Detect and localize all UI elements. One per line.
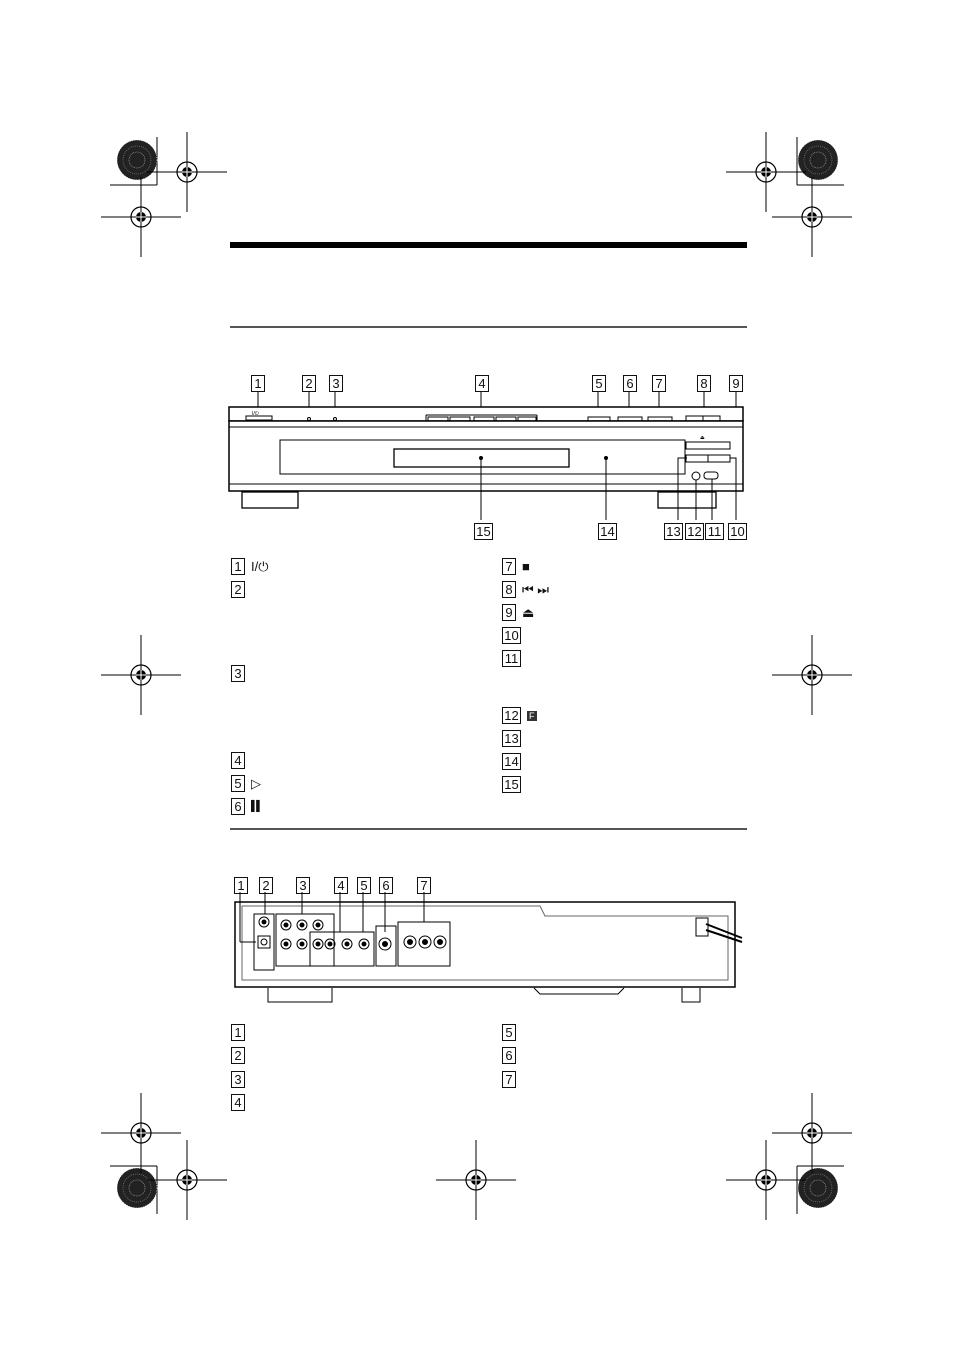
- prev-next-icon: ⏮ ⏭: [522, 581, 550, 597]
- front-callout-2: 2: [302, 375, 316, 393]
- front-legend-8: 8 ⏮ ⏭: [502, 581, 549, 598]
- front-legend-14: 14: [502, 753, 521, 770]
- rear-legend-2: 2: [231, 1047, 245, 1064]
- front-callout-4: 4: [475, 375, 489, 393]
- front-callout-14: 14: [598, 523, 617, 541]
- rear-legend-4: 4: [231, 1094, 245, 1111]
- f-badge-icon: F: [529, 710, 535, 721]
- pause-icon: ▌▌: [251, 801, 262, 812]
- front-callout-1: 1: [251, 375, 265, 393]
- rear-callout-4: 4: [334, 877, 348, 895]
- rear-legend-6: 6: [502, 1047, 516, 1064]
- front-callout-3: 3: [329, 375, 343, 393]
- rear-callout-2: 2: [259, 877, 273, 895]
- front-legend-4: 4: [231, 752, 245, 769]
- front-legend-9: 9 ⏏: [502, 604, 534, 621]
- front-panel-diagram: [228, 392, 748, 527]
- eject-icon: ⏏: [522, 604, 535, 620]
- front-callout-12: 12: [685, 523, 704, 541]
- front-legend-15: 15: [502, 776, 521, 793]
- rear-callout-5: 5: [357, 877, 371, 895]
- rear-legend-1: 1: [231, 1024, 245, 1041]
- front-legend-10: 10: [502, 627, 521, 644]
- front-callout-15: 15: [474, 523, 493, 541]
- rear-callout-1: 1: [234, 877, 248, 895]
- front-legend-1: 1 I/⏻: [231, 558, 269, 575]
- header-rule: [230, 242, 747, 248]
- front-callout-13: 13: [664, 523, 683, 541]
- front-legend-11: 11: [502, 650, 521, 667]
- front-legend-13: 13: [502, 730, 521, 747]
- rear-legend-5: 5: [502, 1024, 516, 1041]
- front-callout-5: 5: [592, 375, 606, 393]
- front-legend-6: 6 ▌▌: [231, 798, 261, 815]
- svg-text:⏏: ⏏: [700, 435, 705, 441]
- rear-panel-diagram: [230, 892, 750, 1017]
- front-callout-7: 7: [652, 375, 666, 393]
- front-callout-9: 9: [729, 375, 743, 393]
- rear-legend-7: 7: [502, 1071, 516, 1088]
- play-icon: ▷: [251, 775, 261, 791]
- power-icon: I/⏻: [251, 558, 269, 574]
- front-legend-3: 3: [231, 665, 245, 682]
- front-legend-7: 7 ■: [502, 558, 530, 575]
- rear-callout-7: 7: [417, 877, 431, 895]
- svg-text:I/⏻: I/⏻: [252, 411, 259, 417]
- rear-legend-3: 3: [231, 1071, 245, 1088]
- front-callout-6: 6: [623, 375, 637, 393]
- stop-icon: ■: [522, 559, 530, 574]
- rear-section-rule: [230, 828, 747, 830]
- front-legend-12: 12 F: [502, 707, 537, 724]
- rear-callout-6: 6: [379, 877, 393, 895]
- front-section-rule: [230, 326, 747, 328]
- front-callout-8: 8: [697, 375, 711, 393]
- front-legend-5: 5 ▷: [231, 775, 261, 792]
- front-callout-10: 10: [728, 523, 747, 541]
- rear-callout-3: 3: [296, 877, 310, 895]
- front-callout-11: 11: [705, 523, 724, 541]
- front-legend-2: 2: [231, 581, 245, 598]
